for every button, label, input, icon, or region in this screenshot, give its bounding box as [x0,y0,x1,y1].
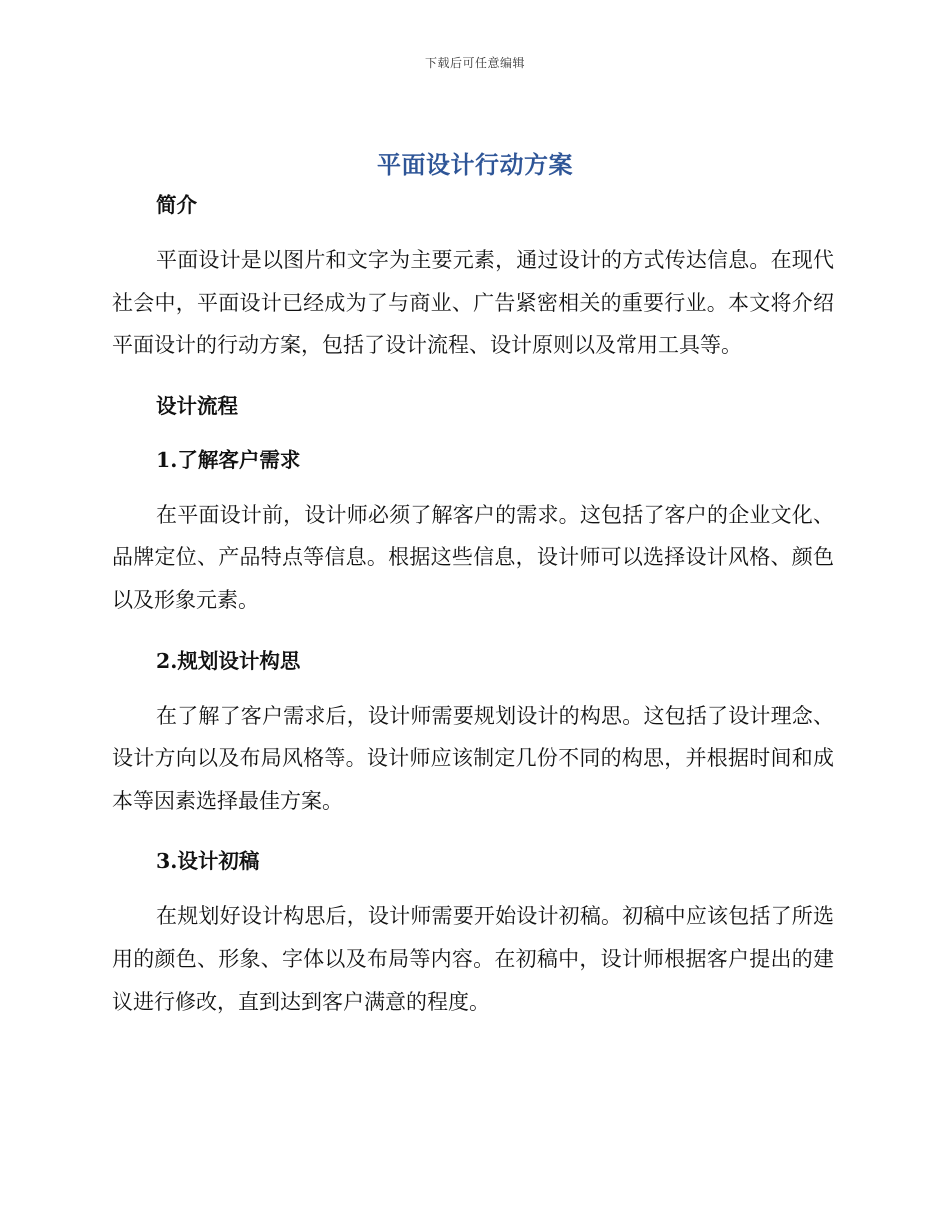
heading-step-2: 2.规划设计构思 [156,648,301,673]
heading-step-3: 3.设计初稿 [156,849,260,874]
paragraph-intro: 平面设计是以图片和文字为主要元素，通过设计的方式传达信息。在现代社会中，平面设计已经成为了与商业、广告紧密相关的重要行业。本文将介绍平面设计的行动方案，包括了设计流程、设计原则以及常用工具等。 [112,248,834,358]
heading-intro: 简介 [156,193,197,217]
paragraph-step-3: 在规划好设计构思后，设计师需要开始设计初稿。初稿中应该包括了所选用的颜色、形象、字体以及布局等内容。在初稿中，设计师根据客户提出的建议进行修改，直到达到客户满意的程度。 [112,904,834,1014]
header-note: 下载后可任意编辑 [424,56,525,70]
heading-design-flow: 设计流程 [156,393,238,418]
document-title: 平面设计行动方案 [377,151,573,179]
paragraph-step-2: 在了解了客户需求后，设计师需要规划设计的构思。这包括了设计理念、设计方向以及布局风格等。设计师应该制定几份不同的构思，并根据时间和成本等因素选择最佳方案。 [112,703,834,813]
heading-step-1: 1.了解客户需求 [156,447,301,472]
paragraph-step-1: 在平面设计前，设计师必须了解客户的需求。这包括了客户的企业文化、品牌定位、产品特点等信息。根据这些信息，设计师可以选择设计风格、颜色以及形象元素。 [112,502,834,612]
document-body [112,190,834,1023]
